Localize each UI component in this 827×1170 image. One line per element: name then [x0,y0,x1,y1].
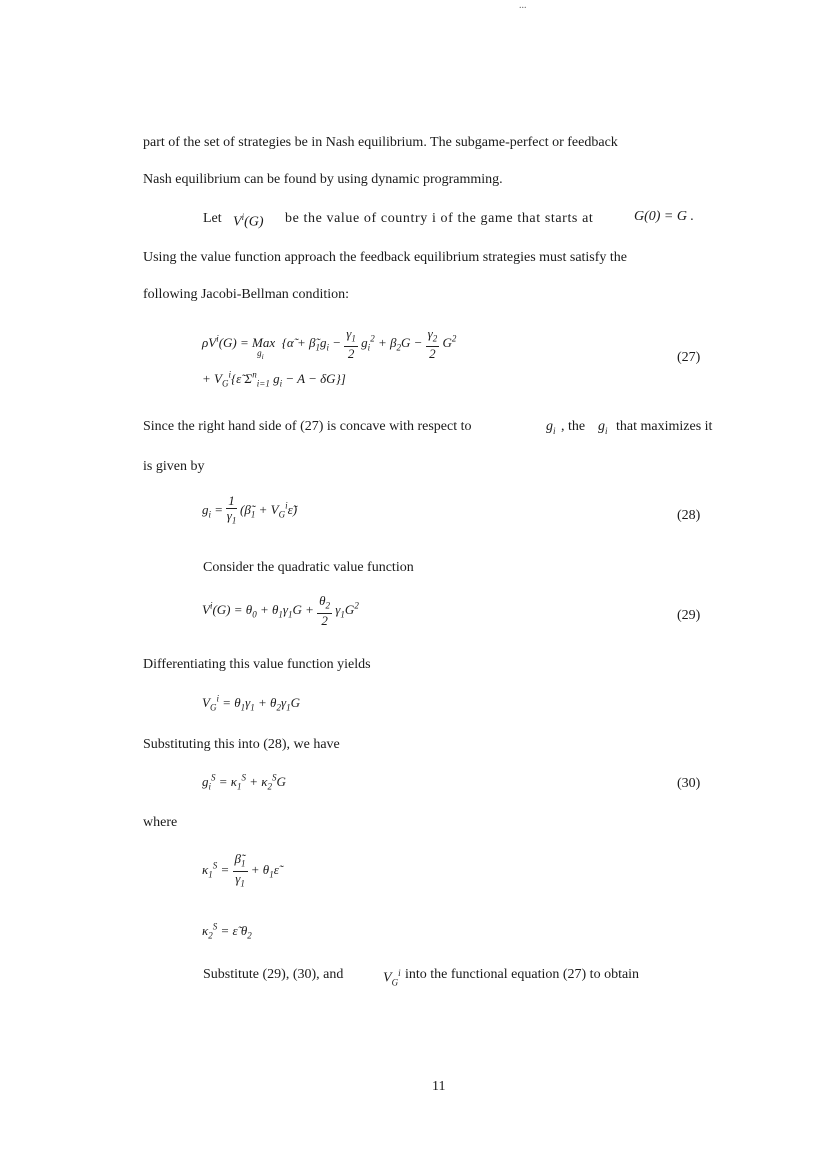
math-g-i-1: $g_i$ [546,419,556,436]
text-line-4: Using the value function approach the feedback equilibrium strategies must satisfy the [143,250,628,265]
equation-29-number: (29) [677,608,701,623]
equation-29: $V^i(G) = \theta_0 + \theta_1\gamma_1G$ + $\frac{\theta_2}{2}$ $\gamma_1G^2$ [202,593,359,628]
text-line-1: part of the set of strategies be in Nash equilibrium. The subgame-perfect or feedback [143,135,618,150]
text-line-7: is given by [143,459,205,474]
text-line-3-start: Let [203,211,222,226]
text-line-9: Differentiating this value function yields [143,657,371,672]
math-g-i-2: $g_i$ [598,419,608,436]
text-line-11: where [143,815,178,830]
text-line-6-start: Since the right hand side of (27) is concave with respect to [143,419,472,434]
math-value-fn: $V^i(G)$ [233,212,264,230]
equation-derivative: $V_G^i = \theta_1\gamma_1 + \theta_2\gamma_1G$ [202,694,300,713]
text-line-8: Consider the quadratic value function [203,560,414,575]
equation-28: $g_i$ = $\frac{1}{\gamma_1}$ ($\betã_1$ + $V_G^i\varepsiloñ$) [202,493,298,526]
text-line-6-mid: , the [561,419,586,434]
equation-kappa-2: $\kappa_2^S$ = ε̃ $\theta_2$ [202,922,252,941]
text-line-12-end: into the functional equation (27) to obtain [405,967,640,982]
equation-30: $g_i^S = \kappa_1^S + \kappa_2^SG$ [202,773,286,792]
page-number: 11 [432,1079,446,1094]
equation-27-line-2: + $V_G^i\{\varepsiloñ$ $\Sigma^n_{i=1}$ $g_i - A - \delta G$}] [202,370,346,389]
equation-28-number: (28) [677,508,701,523]
text-line-2: Nash equilibrium can be found by using dynamic programming. [143,172,503,187]
top-mark: ... [519,0,527,11]
math-initial-condition: G(0) = G . [634,209,694,224]
text-line-3-mid: be the value of country i of the game that starts at [285,211,594,226]
text-line-6-end: that maximizes it [616,419,713,434]
equation-27-line-1: $\rho V^i(G)$ = Max$_{g_i}${α̃ + $\betã_1g_i$ − $\frac{\gamma_1}{2}$ $g_i^2 + \beta_2G$ − $\frac{\gamma_2}{2}$ $G^2$ [202,326,457,362]
text-line-10: Substituting this into (28), we have [143,737,340,752]
text-line-12-start: Substitute (29), (30), and [203,967,344,982]
text-line-5: following Jacobi-Bellman condition: [143,287,350,302]
equation-30-number: (30) [677,776,701,791]
math-v-g-i: $V_G^i$ [383,968,401,988]
equation-kappa-1: $\kappa_1^S$ = $\frac{\betã_1}{\gamma_1}$ + $\theta_1\varepsiloñ$ [202,851,279,889]
equation-27-number: (27) [677,350,701,365]
